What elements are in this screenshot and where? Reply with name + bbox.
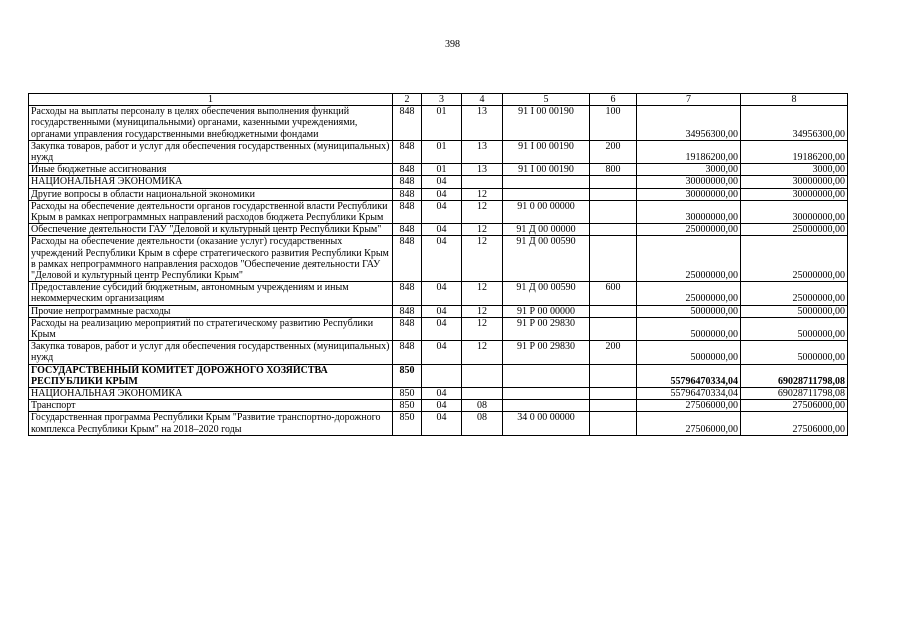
cell-subsection: 13 [462,106,503,141]
cell-ministry-code: 848 [393,317,422,340]
header-cell: 6 [590,94,637,106]
cell-expense-type [590,305,637,317]
cell-section: 04 [422,341,462,364]
cell-amount-1: 55796470334,04 [637,364,741,387]
cell-target-article: 91 Д 00 00590 [503,282,590,305]
cell-ministry-code: 850 [393,364,422,387]
cell-ministry-code: 848 [393,200,422,223]
cell-name: Расходы на обеспечение деятельности (оказание услуг) государственных учреждений Республики Крым в сфере стратегического развития Республики Крым в рамках непрограммного направления расходов "Обеспечение деятельности ГАУ "Деловой и культурный центр Республики Крым" [29,236,393,282]
cell-amount-1: 5000000,00 [637,317,741,340]
cell-expense-type [590,200,637,223]
cell-amount-1: 19186200,00 [637,140,741,163]
cell-target-article [503,364,590,387]
cell-amount-2: 30000000,00 [741,200,848,223]
cell-amount-1: 25000000,00 [637,282,741,305]
table-row [29,317,848,340]
cell-target-article: 91 Р 00 29830 [503,317,590,340]
cell-expense-type: 800 [590,164,637,176]
header-cell: 8 [741,94,848,106]
cell-subsection [462,364,503,387]
cell-amount-2: 3000,00 [741,164,848,176]
table-header-row [29,94,848,106]
cell-target-article: 91 Р 00 29830 [503,341,590,364]
cell-amount-2: 25000000,00 [741,236,848,282]
cell-expense-type [590,412,637,435]
cell-name: Иные бюджетные ассигнования [29,164,393,176]
cell-section: 04 [422,224,462,236]
cell-subsection: 12 [462,305,503,317]
table-row [29,236,848,282]
cell-amount-1: 34956300,00 [637,106,741,141]
cell-amount-2: 27506000,00 [741,400,848,412]
cell-expense-type [590,317,637,340]
cell-amount-1: 5000000,00 [637,305,741,317]
cell-amount-2: 25000000,00 [741,224,848,236]
cell-ministry-code: 848 [393,282,422,305]
table-row [29,388,848,400]
cell-name: Закупка товаров, работ и услуг для обеспечения государственных (муниципальных) нужд [29,140,393,163]
cell-subsection: 12 [462,341,503,364]
table-row [29,305,848,317]
cell-section: 01 [422,140,462,163]
cell-expense-type [590,364,637,387]
header-cell: 7 [637,94,741,106]
cell-name: Закупка товаров, работ и услуг для обеспечения государственных (муниципальных) нужд [29,341,393,364]
cell-ministry-code: 848 [393,140,422,163]
cell-section: 04 [422,317,462,340]
cell-name: Прочие непрограммные расходы [29,305,393,317]
cell-target-article: 91 0 00 00000 [503,200,590,223]
header-cell: 4 [462,94,503,106]
table-row [29,176,848,188]
cell-amount-2: 69028711798,08 [741,364,848,387]
cell-subsection: 12 [462,188,503,200]
cell-section: 01 [422,106,462,141]
cell-ministry-code: 848 [393,176,422,188]
cell-amount-2: 30000000,00 [741,176,848,188]
cell-ministry-code: 850 [393,412,422,435]
cell-amount-2: 27506000,00 [741,412,848,435]
cell-name: Расходы на обеспечение деятельности органов государственной власти Республики Крым в рамках непрограммных направлений расходов бюджета Республики Крым [29,200,393,223]
cell-subsection: 12 [462,317,503,340]
cell-subsection: 12 [462,236,503,282]
cell-ministry-code: 848 [393,341,422,364]
cell-ministry-code: 848 [393,224,422,236]
cell-amount-2: 25000000,00 [741,282,848,305]
cell-section: 04 [422,282,462,305]
cell-section: 01 [422,164,462,176]
cell-section: 04 [422,400,462,412]
cell-expense-type [590,224,637,236]
cell-subsection [462,176,503,188]
table-row [29,224,848,236]
cell-amount-2: 5000000,00 [741,317,848,340]
cell-section: 04 [422,188,462,200]
cell-name: Расходы на реализацию мероприятий по стратегическому развитию Республики Крым [29,317,393,340]
cell-name: Предоставление субсидий бюджетным, автономным учреждениям и иным некоммерческим организациям [29,282,393,305]
table-row [29,164,848,176]
table-row [29,282,848,305]
cell-expense-type: 200 [590,140,637,163]
cell-amount-1: 25000000,00 [637,236,741,282]
cell-amount-1: 55796470334,04 [637,388,741,400]
cell-section: 04 [422,200,462,223]
cell-expense-type [590,388,637,400]
cell-target-article: 91 Д 00 00590 [503,236,590,282]
cell-expense-type [590,176,637,188]
cell-target-article: 91 I 00 00190 [503,106,590,141]
cell-expense-type [590,188,637,200]
cell-name: Другие вопросы в области национальной экономики [29,188,393,200]
cell-amount-1: 30000000,00 [637,188,741,200]
cell-target-article [503,176,590,188]
cell-amount-2: 30000000,00 [741,188,848,200]
table-row [29,188,848,200]
cell-ministry-code: 848 [393,106,422,141]
cell-section: 04 [422,412,462,435]
cell-name: Расходы на выплаты персоналу в целях обеспечения выполнения функций государственными (муниципальными) органами, казенными учреждениями, органами управления государственными внебюджетными фондами [29,106,393,141]
cell-subsection: 13 [462,140,503,163]
cell-name: Обеспечение деятельности ГАУ "Деловой и культурный центр Республики Крым" [29,224,393,236]
cell-name: НАЦИОНАЛЬНАЯ ЭКОНОМИКА [29,388,393,400]
cell-section: 04 [422,305,462,317]
cell-amount-2: 19186200,00 [741,140,848,163]
cell-amount-1: 30000000,00 [637,200,741,223]
cell-subsection: 12 [462,282,503,305]
cell-amount-2: 5000000,00 [741,305,848,317]
cell-target-article: 91 I 00 00190 [503,164,590,176]
cell-ministry-code: 850 [393,400,422,412]
cell-subsection [462,388,503,400]
table-row [29,400,848,412]
cell-amount-1: 27506000,00 [637,412,741,435]
header-cell: 3 [422,94,462,106]
cell-subsection: 12 [462,200,503,223]
cell-ministry-code: 848 [393,188,422,200]
cell-target-article [503,400,590,412]
cell-amount-1: 25000000,00 [637,224,741,236]
cell-amount-1: 30000000,00 [637,176,741,188]
budget-table [28,93,848,436]
cell-target-article [503,388,590,400]
cell-amount-2: 34956300,00 [741,106,848,141]
cell-amount-2: 69028711798,08 [741,388,848,400]
cell-subsection: 12 [462,224,503,236]
cell-expense-type: 600 [590,282,637,305]
table-row [29,140,848,163]
table-row [29,341,848,364]
cell-amount-1: 3000,00 [637,164,741,176]
cell-expense-type: 100 [590,106,637,141]
table-row [29,412,848,435]
table-row [29,200,848,223]
cell-ministry-code: 848 [393,305,422,317]
cell-name: НАЦИОНАЛЬНАЯ ЭКОНОМИКА [29,176,393,188]
cell-name: Транспорт [29,400,393,412]
cell-subsection: 08 [462,400,503,412]
cell-section: 04 [422,176,462,188]
cell-amount-1: 27506000,00 [637,400,741,412]
cell-expense-type [590,400,637,412]
page-number: 398 [445,39,460,50]
cell-subsection: 08 [462,412,503,435]
cell-name: Государственная программа Республики Крым "Развитие транспортно-дорожного комплекса Республики Крым" на 2018–2020 годы [29,412,393,435]
cell-ministry-code: 848 [393,164,422,176]
cell-target-article: 91 Р 00 00000 [503,305,590,317]
table-row [29,106,848,141]
cell-ministry-code: 850 [393,388,422,400]
cell-expense-type: 200 [590,341,637,364]
cell-section: 04 [422,236,462,282]
cell-target-article: 91 Д 00 00000 [503,224,590,236]
cell-target-article: 91 I 00 00190 [503,140,590,163]
cell-amount-2: 5000000,00 [741,341,848,364]
cell-amount-1: 5000000,00 [637,341,741,364]
header-cell: 2 [393,94,422,106]
cell-name: ГОСУДАРСТВЕННЫЙ КОМИТЕТ ДОРОЖНОГО ХОЗЯЙСТВА РЕСПУБЛИКИ КРЫМ [29,364,393,387]
cell-section: 04 [422,388,462,400]
cell-expense-type [590,236,637,282]
cell-ministry-code: 848 [393,236,422,282]
cell-target-article: 34 0 00 00000 [503,412,590,435]
cell-section [422,364,462,387]
cell-target-article [503,188,590,200]
header-cell: 1 [29,94,393,106]
table-row [29,364,848,387]
header-cell: 5 [503,94,590,106]
cell-subsection: 13 [462,164,503,176]
